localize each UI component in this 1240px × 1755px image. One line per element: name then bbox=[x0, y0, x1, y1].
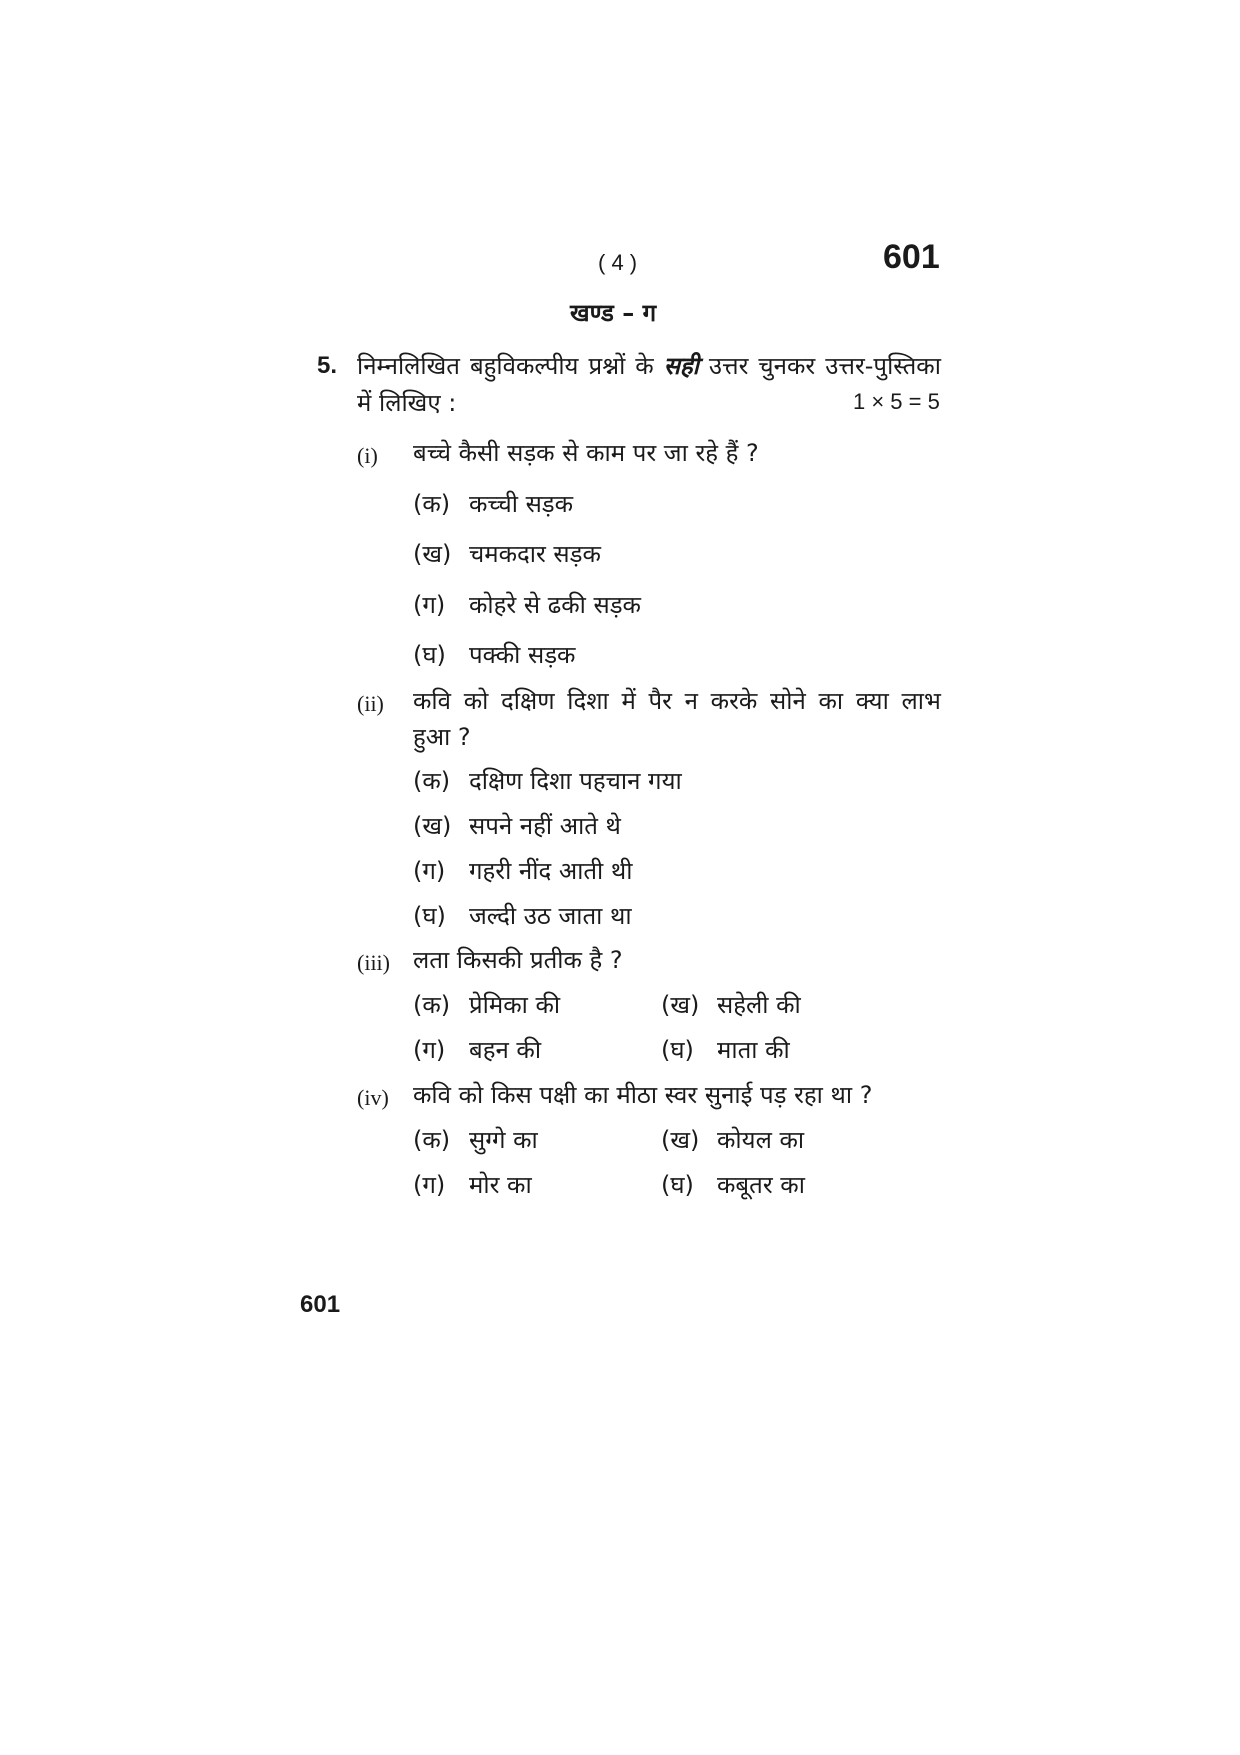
option-label: (क) bbox=[413, 991, 451, 1019]
question-word: लाभ bbox=[901, 687, 941, 715]
option-label: (क) bbox=[413, 1126, 451, 1154]
option-label: (क) bbox=[413, 490, 451, 518]
option-label: (ग) bbox=[413, 857, 446, 885]
instruction-word: उत्तर-पुस्तिका bbox=[825, 352, 941, 380]
option-text: दक्षिण दिशा पहचान गया bbox=[469, 767, 682, 795]
option-label: (ख) bbox=[413, 540, 452, 568]
section-title: खण्ड – ग bbox=[570, 299, 657, 327]
question-word: को bbox=[463, 687, 489, 715]
option-text: कच्ची सड़क bbox=[469, 490, 574, 518]
option-text: बहन की bbox=[469, 1036, 542, 1064]
question-instruction bbox=[357, 349, 941, 382]
option-text: सहेली की bbox=[717, 991, 801, 1019]
question-number: 5. bbox=[317, 352, 338, 379]
instruction-word: बहुविकल्पीय bbox=[469, 352, 579, 380]
question-word: दिशा bbox=[567, 687, 609, 715]
option-label: (ग) bbox=[413, 1036, 446, 1064]
option-label: (ग) bbox=[413, 591, 446, 619]
option-label: (घ) bbox=[661, 1036, 694, 1064]
paper-code-top: 601 bbox=[883, 238, 940, 276]
option-text: कोयल का bbox=[717, 1126, 805, 1154]
question-word: करके bbox=[710, 687, 758, 715]
sub-question-number: (ii) bbox=[357, 691, 384, 716]
sub-question-text: लता किसकी प्रतीक है ? bbox=[413, 946, 623, 974]
option-label: (घ) bbox=[413, 641, 446, 669]
instruction-word: प्रश्नों bbox=[588, 352, 626, 380]
option-text: प्रेमिका की bbox=[469, 991, 561, 1019]
sub-question-text bbox=[413, 684, 941, 717]
instruction-word: चुनकर bbox=[758, 352, 816, 380]
instruction-word: के bbox=[635, 352, 654, 380]
sub-question-number: (i) bbox=[357, 443, 378, 468]
option-text: जल्दी उठ जाता था bbox=[469, 902, 632, 930]
question-word: क्या bbox=[855, 687, 889, 715]
option-text: मोर का bbox=[469, 1171, 532, 1199]
option-label: (ख) bbox=[413, 812, 452, 840]
option-label: (क) bbox=[413, 767, 451, 795]
instruction-word: निम्नलिखित bbox=[357, 352, 460, 380]
question-word: सोने bbox=[770, 687, 806, 715]
option-text: पक्की सड़क bbox=[469, 641, 576, 669]
sub-question-text: कवि को किस पक्षी का मीठा स्वर सुनाई पड़ रहा था ? bbox=[413, 1081, 873, 1109]
question-instruction-line2: में लिखिए : bbox=[357, 389, 457, 417]
question-word: कवि bbox=[413, 687, 451, 715]
option-text: कोहरे से ढकी सड़क bbox=[469, 591, 641, 619]
paper-code-bottom: 601 bbox=[300, 1291, 341, 1318]
option-text: माता की bbox=[717, 1036, 790, 1064]
question-word: न bbox=[684, 687, 698, 715]
option-label: (घ) bbox=[413, 902, 446, 930]
option-text: कबूतर का bbox=[717, 1171, 805, 1199]
option-label: (घ) bbox=[661, 1171, 694, 1199]
sub-question-number: (iii) bbox=[357, 950, 390, 975]
marks: 1 × 5 = 5 bbox=[853, 389, 940, 414]
question-word: का bbox=[818, 687, 844, 715]
question-word: में bbox=[621, 687, 636, 715]
option-text: चमकदार सड़क bbox=[469, 540, 601, 568]
sub-question-text: बच्चे कैसी सड़क से काम पर जा रहे हैं ? bbox=[413, 439, 759, 467]
question-word: पैर bbox=[648, 687, 672, 715]
option-label: (ख) bbox=[661, 1126, 700, 1154]
option-text: गहरी नींद आती थी bbox=[469, 857, 633, 885]
sub-question-number: (iv) bbox=[357, 1085, 389, 1110]
instruction-emphasis: सही bbox=[663, 352, 699, 380]
option-label: (ख) bbox=[661, 991, 700, 1019]
question-word: दक्षिण bbox=[501, 687, 555, 715]
instruction-word: उत्तर bbox=[708, 352, 749, 380]
page-number: ( 4 ) bbox=[598, 250, 638, 275]
option-text: सुग्गे का bbox=[469, 1126, 538, 1154]
option-text: सपने नहीं आते थे bbox=[469, 812, 621, 840]
sub-question-text-line2: हुआ ? bbox=[413, 723, 471, 751]
option-label: (ग) bbox=[413, 1171, 446, 1199]
